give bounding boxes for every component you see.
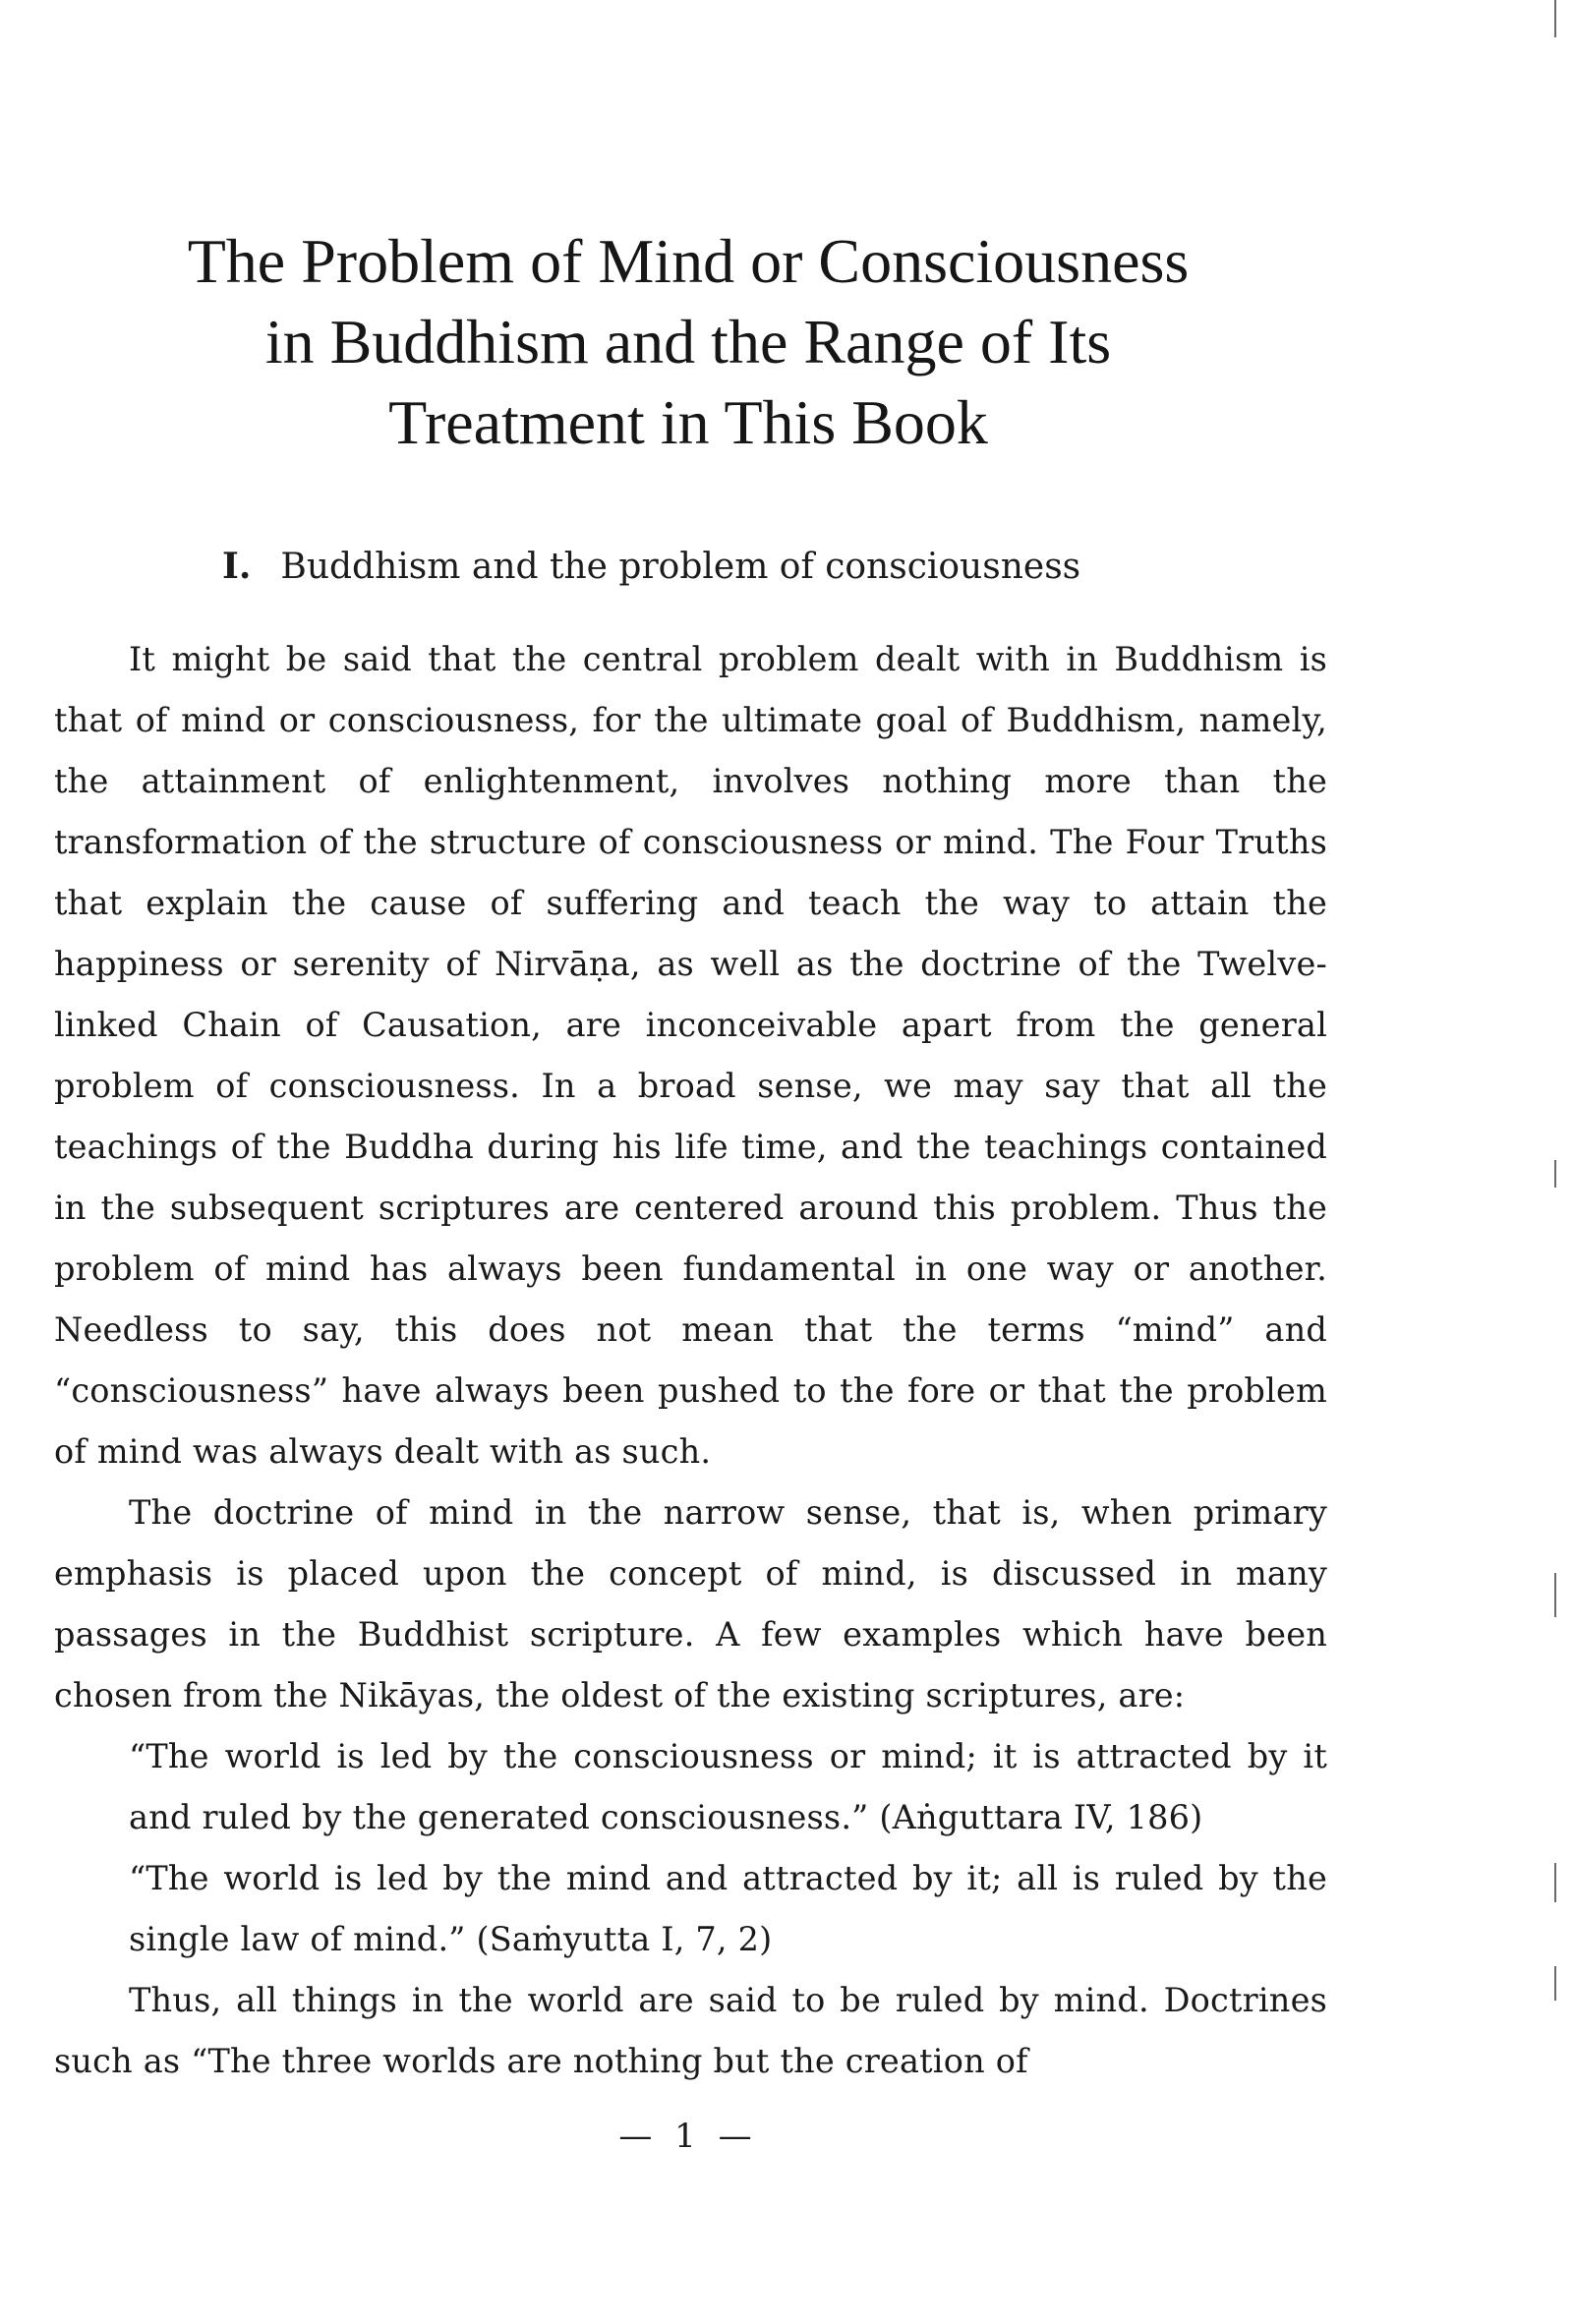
scan-edge-mark: [1554, 1160, 1556, 1188]
chapter-title-line-3: Treatment in This Book: [388, 387, 988, 457]
section-heading: [222, 539, 1080, 595]
paragraph-2: The doctrine of mind in the narrow sense, that is, when primary emphasis is placed upon the concept of mind, is discussed in many passages in the Buddhist scripture. A few examples which have been chosen from the Nikāyas, the oldest of the existing scriptures, are:: [54, 1493, 1327, 1714]
chapter-title-line-1: The Problem of Mind or Consciousness: [187, 226, 1190, 296]
scan-edge-mark: [1554, 1863, 1556, 1902]
scan-edge-mark: [1554, 0, 1556, 37]
quote-samyutta: “The world is led by the mind and attracted by it; all is ruled by the single law of mind.” (Saṁyutta I, 7, 2): [129, 1859, 1327, 1958]
page-number: — 1 —: [618, 2117, 758, 2156]
paragraph-1: It might be said that the central problem dealt with in Buddhism is that of mind or consciousness, for the ultimate goal of Buddhism, namely, the attainment of enlightenment, involves nothing more than the transformation of the structure of consciousness or mind. The Four Truths that explain the cause of suffering and teach the way to attain the happiness or serenity of Nirvāṇa, as well as the doctrine of the Twelve-linked Chain of Causation, are inconceivable apart from the general problem of consciousness. In a broad sense, we may say that all the teachings of the Buddha during his life time, and the teachings contained in the subsequent scriptures are centered around this problem. Thus the problem of mind has always been fundamental in one way or another. Needless to say, this does not mean that the terms “mind” and “consciousness” have always been pushed to the fore or that the problem of mind was always dealt with as such.: [54, 640, 1327, 1471]
quote-anguttara: “The world is led by the consciousness or mind; it is attracted by it and ruled by the generated consciousness.” (Aṅguttara IV, 186): [129, 1737, 1327, 1836]
scan-edge-mark: [1554, 1573, 1556, 1617]
section-number: I.: [222, 546, 252, 587]
paragraph-3: Thus, all things in the world are said to be ruled by mind. Doctrines such as “The three worlds are nothing but the creation of: [54, 1981, 1327, 2080]
body-text: [54, 629, 1327, 2092]
chapter-title-line-2: in Buddhism and the Range of Its: [264, 307, 1112, 377]
chapter-title: [147, 221, 1229, 463]
section-heading-text: Buddhism and the problem of consciousness: [280, 547, 1081, 587]
scan-edge-mark: [1554, 1966, 1556, 2001]
